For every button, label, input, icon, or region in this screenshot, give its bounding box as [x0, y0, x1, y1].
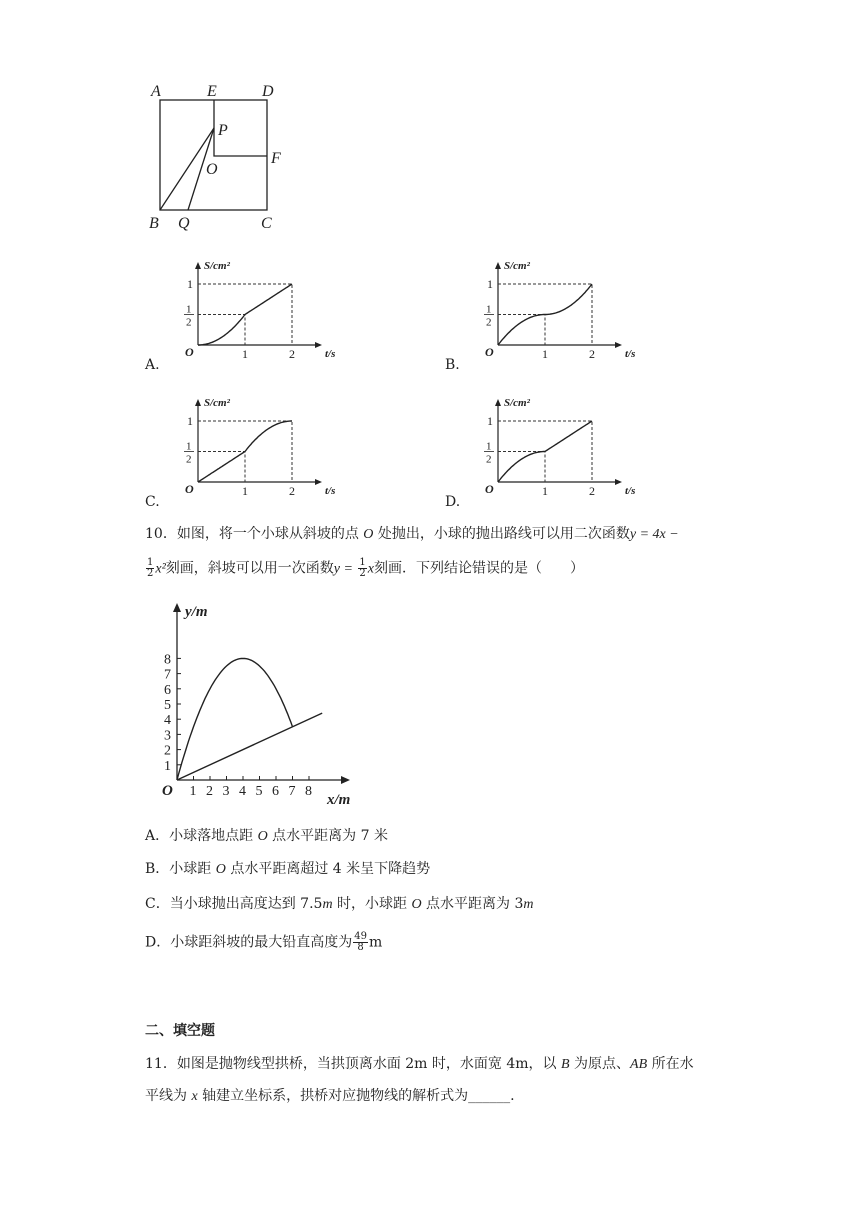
x-axis-label: t/s	[625, 485, 636, 497]
square-figure	[140, 78, 300, 238]
option-letter: B.	[445, 357, 460, 373]
y-axis-arrow-icon	[495, 399, 501, 406]
q10-choice-A[interactable]: A．小球落地点距 O 点水平距离为 7 米	[145, 828, 388, 844]
tick-label-2: 2	[289, 347, 295, 361]
label-P: P	[218, 122, 228, 139]
y-tick-half-num: 1	[486, 440, 492, 453]
q10-function-2: y =	[333, 561, 353, 577]
y-tick-label: 1	[164, 758, 171, 774]
tick-label-1: 1	[242, 484, 248, 498]
x-axis-label: t/s	[625, 348, 636, 360]
guide-line-half	[498, 315, 545, 346]
q10-choice-C[interactable]: C．当小球抛出高度达到 7.5m 时，小球距 O 点水平距离为 3m	[145, 896, 534, 912]
x-tick-label: 8	[305, 784, 312, 799]
y-axis-label: S/cm²	[504, 260, 530, 272]
x-axis-label: x/m	[327, 792, 351, 808]
option-letter: D.	[445, 494, 461, 510]
tick-label-2: 2	[589, 347, 595, 361]
x-tick-label: 4	[239, 784, 246, 799]
parabola-path	[177, 658, 293, 780]
tick-label-2: 2	[589, 484, 595, 498]
fraction-half-2: $\frac{1}{2}$	[359, 557, 366, 579]
y-tick-half-num: 1	[186, 303, 192, 316]
tick-label-1: 1	[542, 347, 548, 361]
q11-line2: 平线为 x 轴建立坐标系，拱桥对应抛物线的解析式为______.	[145, 1088, 515, 1104]
label-D: D	[262, 83, 274, 100]
y-axis-arrow-icon	[195, 262, 201, 269]
y-tick-label: 3	[164, 728, 171, 744]
x-axis-label: t/s	[325, 485, 336, 497]
label-Q: Q	[178, 215, 190, 232]
q10-choice-D[interactable]: D．小球距斜坡的最大铅直高度为 $\frac{49}{8}$ m	[145, 931, 383, 953]
q11-line1: 11．如图是抛物线型拱桥，当拱顶离水面 2m 时，水面宽 4m，以 B 为原点、AB 所在水	[145, 1056, 694, 1072]
y-tick-label-1: 1	[187, 277, 193, 291]
y-tick-label-1: 1	[487, 277, 493, 291]
tick-label-1: 1	[542, 484, 548, 498]
q10-function-1: y = 4x −	[629, 527, 679, 542]
label-C: C	[261, 215, 272, 232]
x-axis-arrow-icon	[315, 479, 322, 485]
y-axis-label: y/m	[185, 604, 208, 620]
y-axis-arrow-icon	[173, 603, 181, 612]
label-O: O	[206, 161, 218, 178]
fraction-49-8: $\frac{49}{8}$	[354, 931, 367, 953]
y-tick-half-den: 2	[186, 316, 192, 329]
x-tick-label: 7	[288, 784, 296, 799]
section-title: 二、填空题	[145, 1023, 215, 1039]
y-axis-arrow-icon	[195, 399, 201, 406]
graph-curve	[198, 421, 292, 482]
tick-label-1: 1	[242, 347, 248, 361]
y-axis-arrow-icon	[495, 262, 501, 269]
x-tick-label: 5	[255, 784, 263, 799]
graph-curve	[198, 284, 292, 345]
x-axis-arrow-icon	[341, 776, 350, 784]
y-tick-label: 2	[164, 743, 171, 759]
x-tick-label: 6	[272, 784, 279, 799]
q10-choice-B[interactable]: B．小球距 O 点水平距离超过 4 米呈下降趋势	[145, 861, 431, 877]
y-tick-label: 5	[164, 698, 171, 713]
y-tick-half-den: 2	[486, 453, 492, 466]
y-tick-label: 7	[164, 667, 171, 683]
graph-curve	[498, 421, 592, 482]
fraction-half: $\frac{1}{2}$	[147, 557, 154, 579]
x-axis-label: t/s	[325, 348, 336, 360]
label-B: B	[149, 215, 159, 232]
option-graph-C	[145, 392, 345, 512]
x-tick-label: 1	[189, 784, 197, 799]
origin-label: O	[185, 345, 194, 359]
x-tick-label: 3	[222, 784, 230, 799]
y-tick-label: 4	[164, 713, 171, 729]
x-axis-arrow-icon	[615, 342, 622, 348]
y-tick-half-num: 1	[486, 303, 492, 316]
y-tick-label: 8	[164, 652, 171, 668]
origin-label: O	[185, 482, 194, 496]
q10-stem-line1: 10．如图，将一个小球从斜坡的点 O 处抛出，小球的抛出路线可以用二次函数y = 4x −	[145, 526, 679, 542]
q10-number: 10．	[145, 526, 177, 542]
x-axis-arrow-icon	[315, 342, 322, 348]
q11-number: 11．	[145, 1056, 177, 1072]
option-graph-A	[145, 255, 345, 375]
tick-label-2: 2	[289, 484, 295, 498]
x-tick-label: 2	[206, 784, 213, 799]
y-tick-label-1: 1	[487, 414, 493, 428]
projectile-chart	[155, 598, 365, 813]
option-letter: A.	[145, 357, 160, 373]
label-A: A	[151, 83, 161, 100]
slope-line	[177, 713, 322, 780]
y-tick-label-1: 1	[187, 414, 193, 428]
origin-label: O	[162, 783, 173, 799]
origin-label: O	[485, 345, 494, 359]
graph-curve	[498, 284, 592, 345]
label-F: F	[271, 150, 281, 167]
origin-label: O	[485, 482, 494, 496]
y-tick-half-den: 2	[486, 316, 492, 329]
y-axis-label: S/cm²	[204, 397, 230, 409]
guide-line-half	[198, 315, 245, 346]
guide-line-half	[498, 452, 545, 483]
y-tick-half-num: 1	[186, 440, 192, 453]
y-axis-label: S/cm²	[504, 397, 530, 409]
option-letter: C.	[145, 494, 160, 510]
y-axis-label: S/cm²	[204, 260, 230, 272]
option-graph-D	[445, 392, 645, 512]
label-E: E	[207, 83, 217, 100]
y-tick-half-den: 2	[186, 453, 192, 466]
y-tick-label: 6	[164, 682, 171, 698]
x-axis-arrow-icon	[615, 479, 622, 485]
option-graph-B	[445, 255, 645, 375]
q10-stem-line2: $\frac{1}{2}$ x²刻画，斜坡可以用一次函数y = $\frac{1}{2}$ x刻画．下列结论错误的是（ ）	[147, 557, 585, 579]
